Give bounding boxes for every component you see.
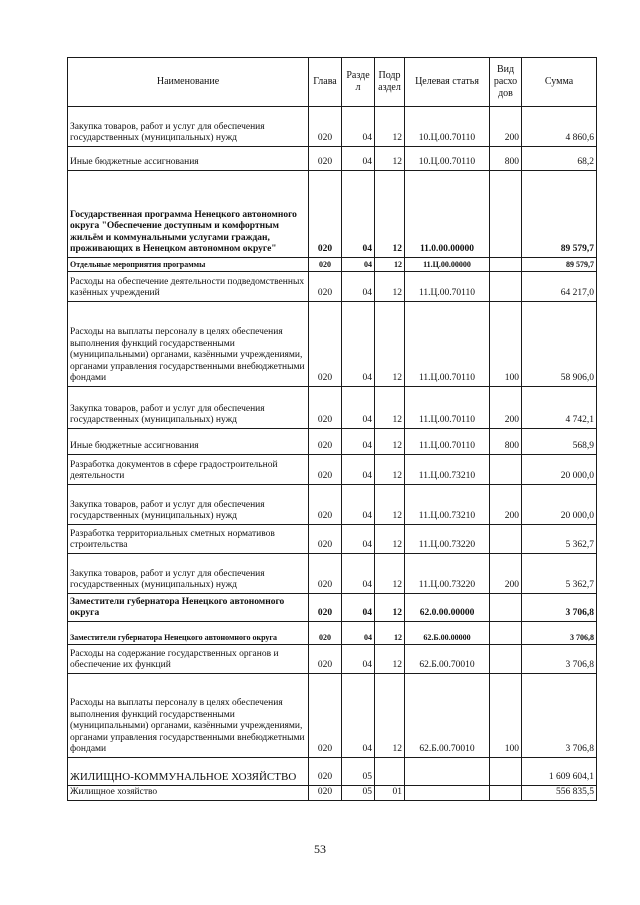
- row-kind: 200: [490, 387, 522, 429]
- row-name: Расходы на содержание государственных органов и обеспечение их функций: [68, 645, 309, 674]
- header-section: Разде л: [342, 58, 375, 107]
- row-subsection: 12: [375, 674, 405, 758]
- row-section: 04: [342, 171, 375, 258]
- row-sum: 3 706,8: [522, 594, 597, 622]
- row-section: 04: [342, 258, 375, 272]
- row-kind: [490, 645, 522, 674]
- row-sum: 20 000,0: [522, 485, 597, 525]
- row-chapter: 020: [309, 554, 342, 594]
- row-kind: [490, 171, 522, 258]
- table-row: [68, 645, 597, 674]
- table-row: [68, 387, 597, 429]
- row-target: 11.Ц.00.70110: [405, 429, 490, 455]
- row-subsection: 12: [375, 485, 405, 525]
- row-target: 10.Ц.00.70110: [405, 107, 490, 147]
- header-subsection: Подр аздел: [375, 58, 405, 107]
- row-chapter: 020: [309, 302, 342, 387]
- table-row: [68, 302, 597, 387]
- row-sum: 3 706,8: [522, 622, 597, 645]
- row-target: 11.Ц.00.70110: [405, 302, 490, 387]
- table-row: [68, 171, 597, 258]
- row-chapter: 020: [309, 171, 342, 258]
- row-kind: 800: [490, 429, 522, 455]
- row-kind: [490, 455, 522, 485]
- row-sum: 64 217,0: [522, 272, 597, 302]
- row-name: Закупка товаров, работ и услуг для обеспечения государственных (муниципальных) нужд: [68, 387, 309, 429]
- row-name: Расходы на выплаты персоналу в целях обеспечения выполнения функций государственными (муниципальными) органами, казёнными учреждениями, органами управления государственными внебюджетными фондами: [68, 674, 309, 758]
- row-chapter: 020: [309, 645, 342, 674]
- header-target: Целевая статья: [405, 58, 490, 107]
- row-section: 04: [342, 455, 375, 485]
- row-chapter: 020: [309, 485, 342, 525]
- row-section: 04: [342, 622, 375, 645]
- row-subsection: 12: [375, 525, 405, 554]
- row-target: 62.Б.00.00000: [405, 622, 490, 645]
- row-chapter: 020: [309, 258, 342, 272]
- row-subsection: 12: [375, 594, 405, 622]
- row-kind: [490, 786, 522, 801]
- row-kind: [490, 758, 522, 786]
- row-kind: 200: [490, 485, 522, 525]
- row-kind: [490, 272, 522, 302]
- row-subsection: 12: [375, 107, 405, 147]
- row-chapter: 020: [309, 758, 342, 786]
- page-number: 53: [314, 842, 326, 856]
- row-chapter: 020: [309, 455, 342, 485]
- row-name: Жилищное хозяйство: [68, 786, 309, 801]
- row-name: Заместители губернатора Ненецкого автономного округа: [68, 594, 309, 622]
- row-target: 11.Ц.00.73210: [405, 485, 490, 525]
- row-subsection: 12: [375, 272, 405, 302]
- table-row: [68, 272, 597, 302]
- row-name: Иные бюджетные ассигнования: [68, 429, 309, 455]
- row-subsection: 12: [375, 645, 405, 674]
- row-sum: 5 362,7: [522, 525, 597, 554]
- row-name: Иные бюджетные ассигнования: [68, 147, 309, 171]
- table-row: [68, 258, 597, 272]
- row-sum: 58 906,0: [522, 302, 597, 387]
- header-row: [68, 58, 597, 107]
- row-kind: 200: [490, 554, 522, 594]
- row-target: 11.Ц.00.70110: [405, 272, 490, 302]
- table-row: [68, 622, 597, 645]
- row-subsection: 12: [375, 147, 405, 171]
- row-chapter: 020: [309, 429, 342, 455]
- row-target: 11.Ц.00.73220: [405, 525, 490, 554]
- row-section: 05: [342, 786, 375, 801]
- row-target: 11.Ц.00.73210: [405, 455, 490, 485]
- row-chapter: 020: [309, 387, 342, 429]
- row-name: Государственная программа Ненецкого автономного округа "Обеспечение доступным и комфортным жильём и коммунальными услугами граждан, проживающих в Ненецком автономном округе": [68, 171, 309, 258]
- row-section: 04: [342, 107, 375, 147]
- row-chapter: 020: [309, 147, 342, 171]
- row-subsection: 12: [375, 622, 405, 645]
- row-name: Заместители губернатора Ненецкого автономного округа: [68, 622, 309, 645]
- table-row: [68, 485, 597, 525]
- table-row: [68, 455, 597, 485]
- row-name: Разработка документов в сфере градостроительной деятельности: [68, 455, 309, 485]
- row-target: 62.0.00.00000: [405, 594, 490, 622]
- row-subsection: 12: [375, 171, 405, 258]
- row-sum: 4 860,6: [522, 107, 597, 147]
- row-sum: 89 579,7: [522, 171, 597, 258]
- row-kind: [490, 622, 522, 645]
- row-target: 10.Ц.00.70110: [405, 147, 490, 171]
- row-sum: 4 742,1: [522, 387, 597, 429]
- row-name: Закупка товаров, работ и услуг для обеспечения государственных (муниципальных) нужд: [68, 554, 309, 594]
- row-kind: [490, 525, 522, 554]
- row-name: Разработка территориальных сметных нормативов строительства: [68, 525, 309, 554]
- table-row: [68, 758, 597, 786]
- row-kind: 800: [490, 147, 522, 171]
- row-target: 11.Ц.00.73220: [405, 554, 490, 594]
- row-subsection: 01: [375, 786, 405, 801]
- row-target: 62.Б.00.70010: [405, 645, 490, 674]
- row-subsection: 12: [375, 429, 405, 455]
- row-subsection: 12: [375, 554, 405, 594]
- row-chapter: 020: [309, 107, 342, 147]
- row-section: 04: [342, 485, 375, 525]
- budget-table: [67, 57, 597, 801]
- row-section: 04: [342, 387, 375, 429]
- row-kind: 200: [490, 107, 522, 147]
- row-section: 05: [342, 758, 375, 786]
- row-section: 04: [342, 554, 375, 594]
- row-sum: 556 835,5: [522, 786, 597, 801]
- table-row: [68, 147, 597, 171]
- table-row: [68, 107, 597, 147]
- row-chapter: 020: [309, 786, 342, 801]
- header-sum: Сумма: [522, 58, 597, 107]
- header-kind: Вид расхо дов: [490, 58, 522, 107]
- row-name: Расходы на выплаты персоналу в целях обеспечения выполнения функций государственными (муниципальными) органами, казёнными учреждениями, органами управления государственными внебюджетными фондами: [68, 302, 309, 387]
- table-row: [68, 786, 597, 801]
- row-kind: 100: [490, 302, 522, 387]
- row-sum: 89 579,7: [522, 258, 597, 272]
- row-chapter: 020: [309, 272, 342, 302]
- row-sum: 3 706,8: [522, 645, 597, 674]
- row-sum: 68,2: [522, 147, 597, 171]
- row-target: 11.Ц.00.00000: [405, 258, 490, 272]
- row-name: Отдельные мероприятия программы: [68, 258, 309, 272]
- row-kind: [490, 594, 522, 622]
- table-row: [68, 594, 597, 622]
- row-name: Закупка товаров, работ и услуг для обеспечения государственных (муниципальных) нужд: [68, 485, 309, 525]
- row-sum: 1 609 604,1: [522, 758, 597, 786]
- row-chapter: 020: [309, 674, 342, 758]
- row-name: Расходы на обеспечение деятельности подведомственных казённых учреждений: [68, 272, 309, 302]
- row-kind: 100: [490, 674, 522, 758]
- table-row: [68, 525, 597, 554]
- row-sum: 568,9: [522, 429, 597, 455]
- table-row: [68, 554, 597, 594]
- row-chapter: 020: [309, 525, 342, 554]
- row-subsection: 12: [375, 258, 405, 272]
- row-name: ЖИЛИЩНО-КОММУНАЛЬНОЕ ХОЗЯЙСТВО: [68, 758, 309, 786]
- row-section: 04: [342, 272, 375, 302]
- row-target: 62.Б.00.70010: [405, 674, 490, 758]
- row-subsection: 12: [375, 302, 405, 387]
- header-name: Наименование: [68, 58, 309, 107]
- row-sum: 20 000,0: [522, 455, 597, 485]
- row-target: [405, 758, 490, 786]
- row-section: 04: [342, 429, 375, 455]
- row-name: Закупка товаров, работ и услуг для обеспечения государственных (муниципальных) нужд: [68, 107, 309, 147]
- row-section: 04: [342, 594, 375, 622]
- row-section: 04: [342, 302, 375, 387]
- row-chapter: 020: [309, 622, 342, 645]
- row-section: 04: [342, 147, 375, 171]
- table-row: [68, 674, 597, 758]
- row-target: 11.Ц.00.70110: [405, 387, 490, 429]
- row-sum: 3 706,8: [522, 674, 597, 758]
- row-kind: [490, 258, 522, 272]
- row-chapter: 020: [309, 594, 342, 622]
- row-target: [405, 786, 490, 801]
- row-sum: 5 362,7: [522, 554, 597, 594]
- header-chapter: Глава: [309, 58, 342, 107]
- row-section: 04: [342, 645, 375, 674]
- table-row: [68, 429, 597, 455]
- row-target: 11.0.00.00000: [405, 171, 490, 258]
- row-subsection: 12: [375, 387, 405, 429]
- row-subsection: [375, 758, 405, 786]
- row-subsection: 12: [375, 455, 405, 485]
- row-section: 04: [342, 525, 375, 554]
- row-section: 04: [342, 674, 375, 758]
